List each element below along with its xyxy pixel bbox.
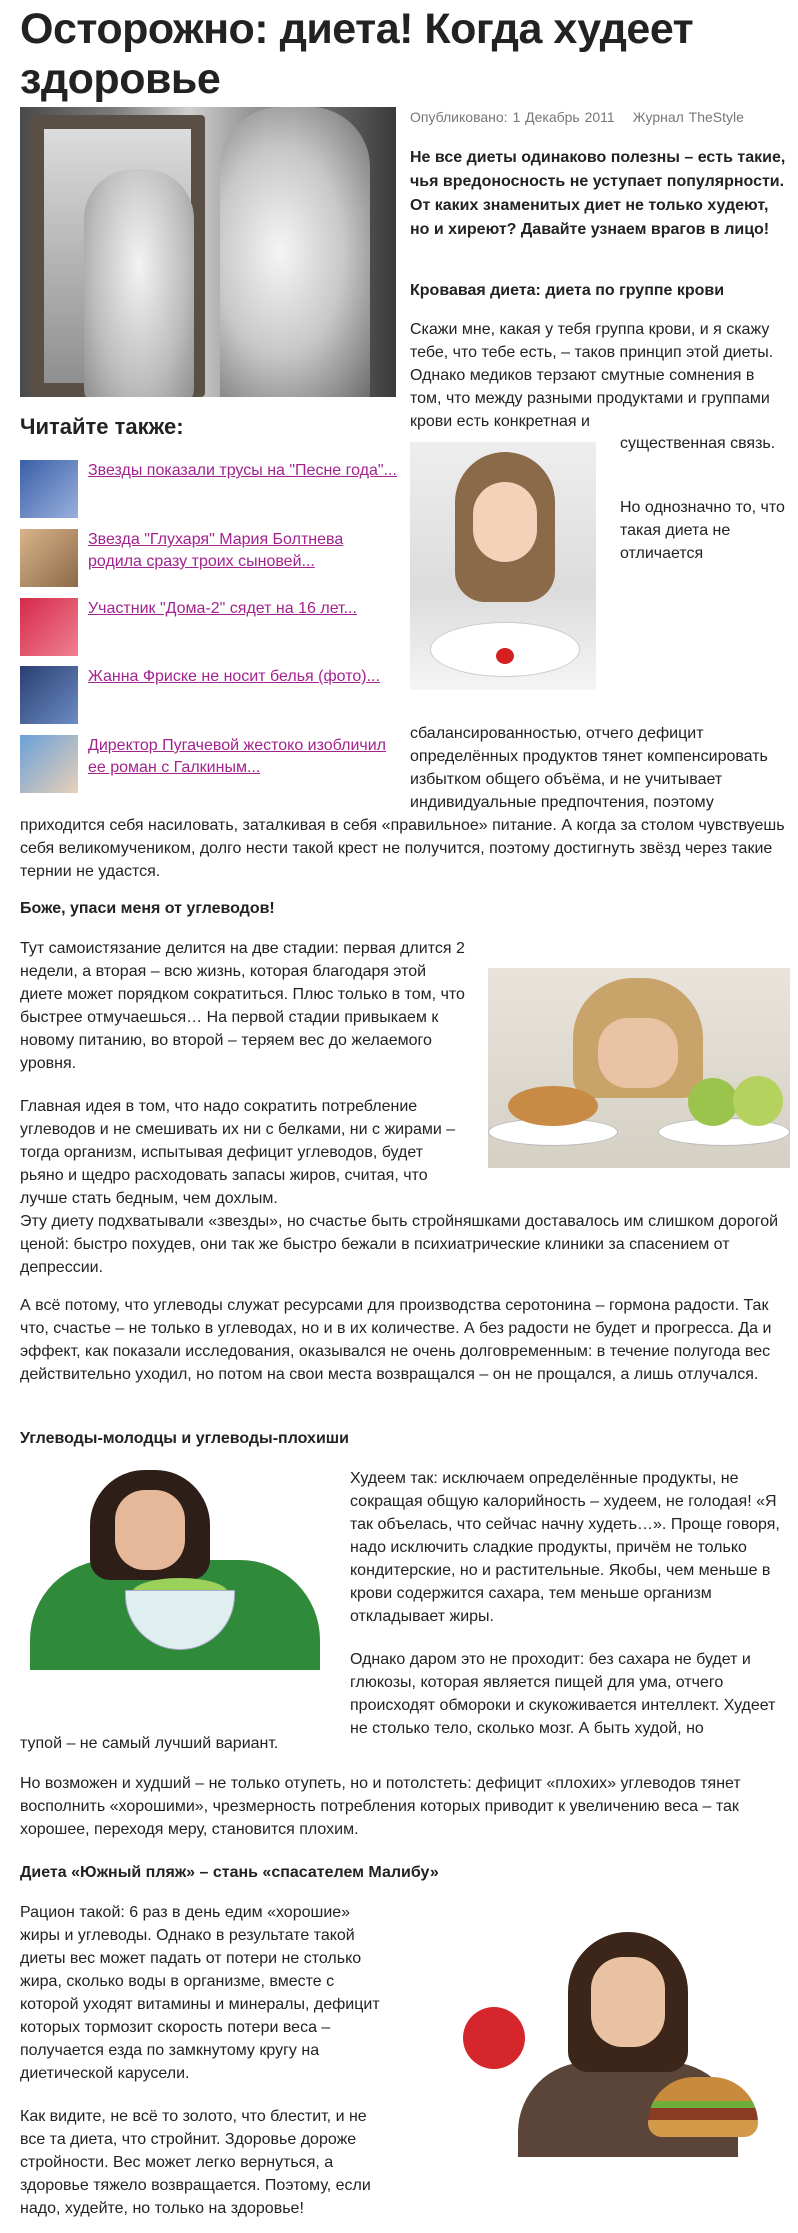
image-woman-donut-apples xyxy=(488,968,790,1168)
section-heading-carbs: Боже, упаси меня от углеводов! xyxy=(20,900,275,917)
blood-paragraph-1b: существенная связь. xyxy=(620,435,776,452)
carbs-paragraph-2b: Эту диету подхватывали «звезды», но счастье быть стройняшками доставалось им слишком дорогой ценой: быстро похудев, они так же быстро бежали в психиатрические клиники за спасением от депрессии. xyxy=(20,1213,779,1276)
image-woman-salad-bowl xyxy=(20,1470,320,1670)
carbs-paragraph-3: А всё потому, что углеводы служат ресурсами для производства серотонина – гормона радости. Так что, счастье – не только в углеводах, но и в их количестве. А без радости не будет и прогресса. Да и эффект, как показали исследования, оказывался не очень долговременным: в течение полугода вес действительно уходил, но потом на свои места возвращался – он не прощался, а лишь отлучался. xyxy=(20,1297,772,1383)
read-also-thumbnail[interactable] xyxy=(20,735,78,793)
blood-paragraph-2: Но однозначно то, что такая диета не отличается xyxy=(620,499,785,562)
southbeach-paragraph-2: Как видите, не всё то золото, что блестит, и не все та диета, что стройнит. Здоровье дороже стройности. Вес может легко вернуться, а здоровье тяжело возвращается. Поэтому, если надо, худейте, но только на здоровье! xyxy=(20,2108,371,2217)
section-heading-southbeach: Диета «Южный пляж» – стань «спасателем Малибу» xyxy=(20,1864,439,1881)
read-also-thumbnail[interactable] xyxy=(20,460,78,518)
image-woman-apple-burger xyxy=(448,1932,790,2157)
goodbad-paragraph-2b: тупой – не самый лучший вариант. xyxy=(20,1735,279,1752)
read-also-thumbnail[interactable] xyxy=(20,666,78,724)
read-also-link[interactable]: Директор Пугачевой жестоко изобличил ее роман с Галкиным... xyxy=(88,737,386,776)
goodbad-paragraph-2: Однако даром это не проходит: без сахара не будет и глюкозы, которая является пищей для ума, отчего происходят обмороки и скукоживается интеллект. Худеет не столько тело, сколько мозг. А быть худой, но xyxy=(350,1651,776,1737)
read-also-link[interactable]: Звезда "Глухаря" Мария Болтнева родила сразу троих сыновей... xyxy=(88,531,344,570)
read-also-item[interactable] xyxy=(20,735,400,791)
article-meta xyxy=(410,106,744,128)
section-heading-blood: Кровавая диета: диета по группе крови xyxy=(410,282,725,299)
read-also-item[interactable] xyxy=(20,666,400,722)
carbs-paragraph-2: Главная идея в том, что надо сократить потребление углеводов и не смешивать их ни с белками, ни с жирами – тогда организм, испытывая дефицит углеводов, будет рьяно и щедро расходовать запасы жиров, считая, что лучше стать бедным, чем дохлым. xyxy=(20,1098,456,1207)
article-title: Осторожно: диета! Когда худеет здоровье xyxy=(20,5,694,103)
read-also-link[interactable]: Жанна Фриске не носит белья (фото)... xyxy=(88,668,380,685)
read-also-item[interactable] xyxy=(20,460,400,516)
southbeach-paragraph-1: Рацион такой: 6 раз в день едим «хорошие» жиры и углеводы. Однако в результате такой диеты вес может падать от потери не столько жира, сколько воды в организме, вместе с которой уходят витамины и минералы, дефицит которых тормозит скорость потери веса – получается езда по замкнутому кругу на диетической карусели. xyxy=(20,1904,380,2082)
read-also-title: Читайте также: xyxy=(20,414,184,439)
journal-name: Журнал TheStyle xyxy=(632,109,744,125)
hero-image-mirror-woman xyxy=(20,107,396,397)
goodbad-paragraph-1: Худеем так: исключаем определённые продукты, не сокращая общую калорийность – худеем, не голодая! «Я так объелась, что сейчас начну худеть…». Проще говоря, надо исключить сладкие продукты, причём не только кондитерские, но и растительные. Якобы, чем меньше в крови содержится сахара, тем меньше организм откладывает жиры. xyxy=(350,1470,780,1625)
image-girl-with-tomato xyxy=(410,442,596,690)
published-date: Опубликовано: 1 Декабрь 2011 xyxy=(410,109,615,125)
blood-paragraph-3: сбалансированностью, отчего дефицит определённых продуктов тянет компенсировать избытком общего объёма, и не учитывает индивидуальные предпочтения, поэтому xyxy=(410,725,768,811)
read-also-item[interactable] xyxy=(20,529,400,585)
blood-paragraph-1: Скажи мне, какая у тебя группа крови, и я скажу тебе, что тебе есть, – таков принцип этой диеты. Однако медиков терзают смутные сомнения в том, что между разными продуктами и группами крови есть конкретная и xyxy=(410,321,774,430)
read-also-thumbnail[interactable] xyxy=(20,529,78,587)
article-lead: Не все диеты одинаково полезны – есть такие, чья вредоносность не уступает популярности. От каких знаменитых диет не только худеют, но и хиреют? Давайте узнаем врагов в лицо! xyxy=(410,149,786,238)
read-also-thumbnail[interactable] xyxy=(20,598,78,656)
read-also-link[interactable]: Звезды показали трусы на "Песне года"... xyxy=(88,462,397,479)
read-also-link[interactable]: Участник "Дома-2" сядет на 16 лет... xyxy=(88,600,357,617)
blood-paragraph-3b: приходится себя насиловать, заталкивая в себя «правильное» питание. А когда за столом чувствуешь себя великомучеником, долго нести такой крест не получится, поэтому достигнуть звёзд через такие тернии не удастся. xyxy=(20,817,785,880)
goodbad-paragraph-3: Но возможен и худший – не только отупеть, но и потолстеть: дефицит «плохих» углеводов тянет восполнить «хорошими», чрезмерность потребления которых приводит к увеличению веса – так хорошее, переходя меру, становится плохим. xyxy=(20,1775,741,1838)
carbs-paragraph-1: Тут самоистязание делится на две стадии: первая длится 2 недели, а вторая – всю жизнь, которая благодаря этой диете может порядком сократиться. Плюс только в том, что быстрее отмучаешься… На первой стадии привыкаем к новому питанию, во второй – теряем вес до желаемого уровня. xyxy=(20,940,465,1072)
section-heading-goodbad: Углеводы-молодцы и углеводы-плохиши xyxy=(20,1430,349,1447)
read-also-item[interactable] xyxy=(20,598,400,654)
